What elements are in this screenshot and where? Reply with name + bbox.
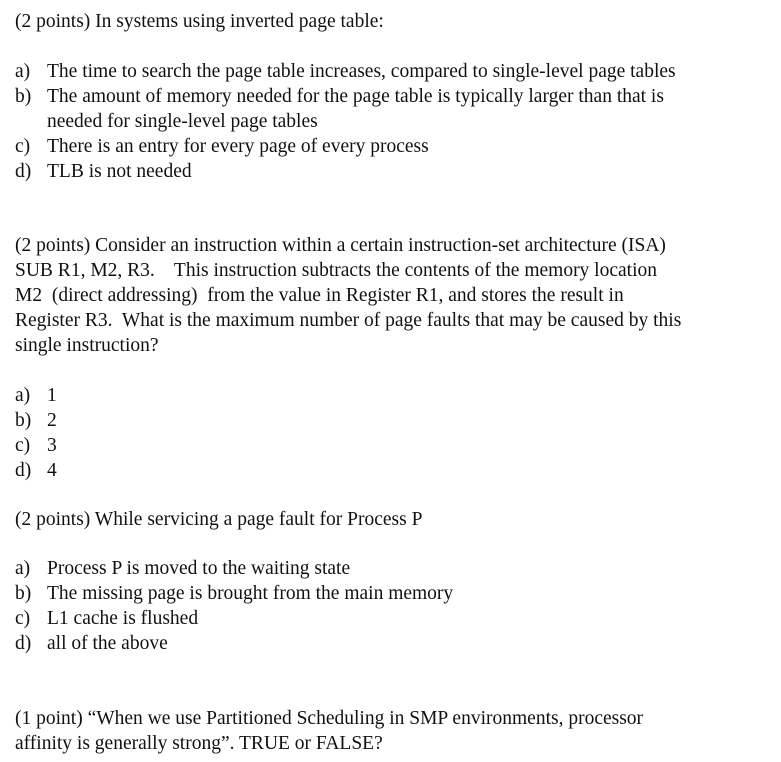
- question-2-option-a: [15, 383, 57, 408]
- question-1-stem: (2 points) In systems using inverted page table:: [15, 11, 384, 32]
- question-3-option-b: [15, 581, 453, 606]
- option-text: TLB is not needed: [47, 161, 192, 182]
- option-label: b): [15, 583, 32, 604]
- option-text: 1: [47, 385, 57, 406]
- question-2-stem-line-4: Register R3. What is the maximum number of page faults that may be caused by this: [15, 310, 682, 331]
- option-label: c): [15, 608, 31, 629]
- option-label: c): [15, 435, 31, 456]
- question-1-option-d: [15, 159, 192, 184]
- option-label: d): [15, 161, 32, 182]
- option-label: d): [15, 633, 32, 654]
- option-text: The time to search the page table increases, compared to single-level page tables: [47, 61, 676, 82]
- question-2-option-d: [15, 458, 57, 483]
- question-1-option-b: [15, 84, 664, 109]
- option-text: Process P is moved to the waiting state: [47, 558, 351, 579]
- question-2-stem-line-5: single instruction?: [15, 335, 159, 356]
- option-label: a): [15, 558, 31, 579]
- question-1-option-b-continued: needed for single-level page tables: [47, 111, 318, 132]
- option-text: There is an entry for every page of every process: [47, 136, 429, 157]
- question-2-option-c: [15, 433, 57, 458]
- option-text: all of the above: [47, 633, 168, 654]
- option-label: d): [15, 460, 32, 481]
- question-4-stem-line-1: (1 point) “When we use Partitioned Scheduling in SMP environments, processor: [15, 708, 644, 729]
- option-text: The missing page is brought from the main memory: [47, 583, 454, 604]
- question-2-stem-line-1: (2 points) Consider an instruction within a certain instruction-set architecture (ISA): [15, 235, 666, 256]
- question-3-stem: (2 points) While servicing a page fault for Process P: [15, 509, 423, 530]
- option-text: 4: [47, 460, 57, 481]
- option-text: The amount of memory needed for the page table is typically larger than that is: [47, 86, 664, 107]
- question-2-stem-line-2: SUB R1, M2, R3. This instruction subtracts the contents of the memory location: [15, 260, 657, 281]
- option-label: c): [15, 136, 31, 157]
- option-label: b): [15, 410, 32, 431]
- question-1-option-c: [15, 134, 429, 159]
- question-2-option-b: [15, 408, 57, 433]
- question-4-stem-line-2: affinity is generally strong”. TRUE or FALSE?: [15, 733, 383, 754]
- option-label: a): [15, 61, 31, 82]
- question-2-stem-line-3: M2 (direct addressing) from the value in Register R1, and stores the result in: [15, 285, 624, 306]
- question-3-option-d: [15, 631, 168, 656]
- option-label: b): [15, 86, 32, 107]
- option-text: L1 cache is flushed: [47, 608, 199, 629]
- question-3-option-a: [15, 556, 350, 581]
- question-3-option-c: [15, 606, 198, 631]
- question-1-option-a: [15, 59, 676, 84]
- option-label: a): [15, 385, 31, 406]
- option-text: 2: [47, 410, 57, 431]
- option-text: 3: [47, 435, 57, 456]
